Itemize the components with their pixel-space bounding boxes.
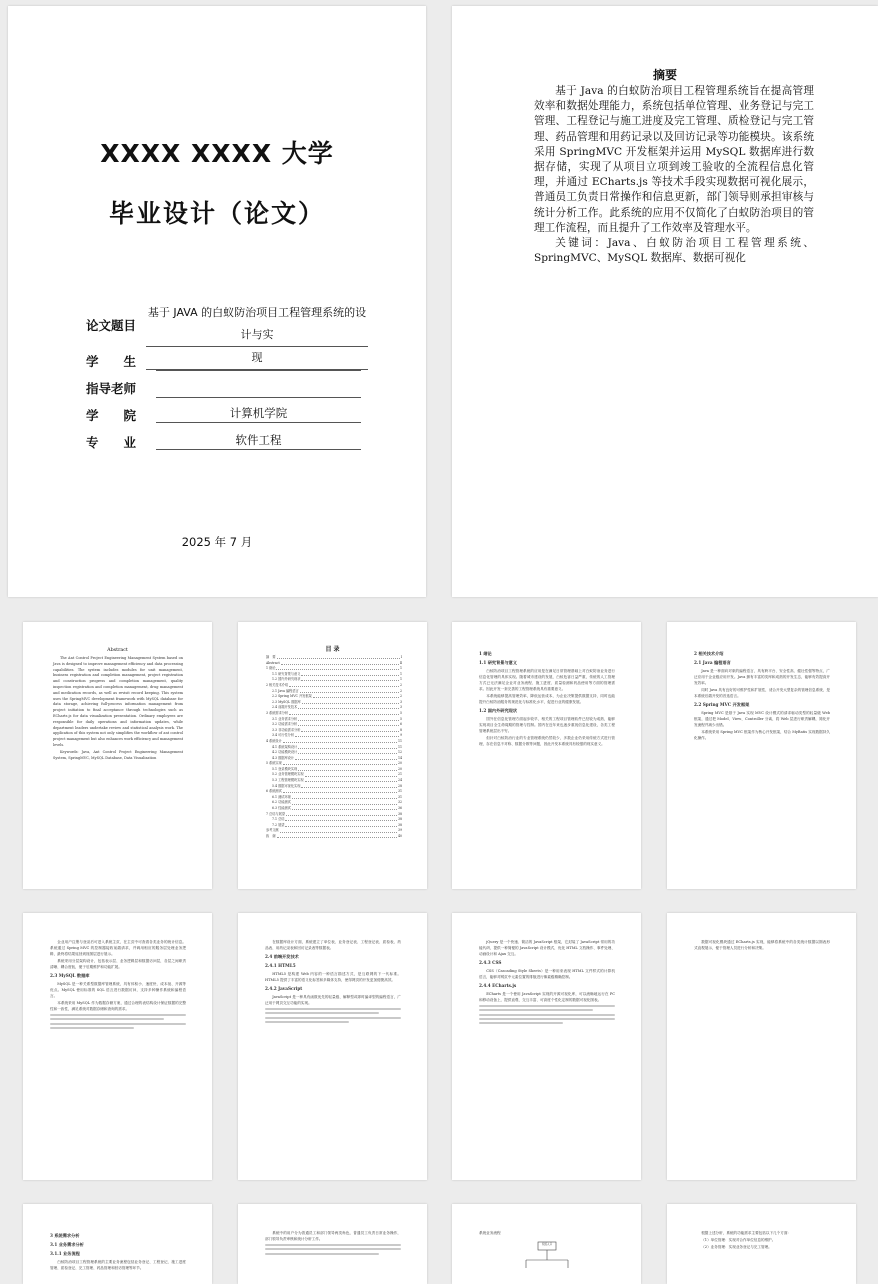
- toc-leader-dots: [301, 728, 399, 732]
- content-page-h-body: [694, 1230, 830, 1251]
- text-line: [50, 1014, 186, 1016]
- toc-entry-title: 7 总结与展望: [266, 811, 285, 816]
- toc-leader-dots: [301, 784, 397, 788]
- cover-label-title: 论文题目: [86, 318, 137, 333]
- toc-leader-dots: [301, 672, 399, 676]
- toc-entry-title: 4.3 数据库设计: [272, 755, 295, 760]
- toc-entry-page: 20: [397, 761, 402, 766]
- toc-list: [266, 655, 402, 840]
- toc-entry-page: 40: [397, 834, 402, 838]
- section-2-3-heading: 2.3 MySQL 数据库: [50, 973, 90, 978]
- toc-leader-dots: [281, 661, 399, 665]
- content-page-c: [452, 913, 641, 1180]
- toc-entry-page: 38: [397, 817, 402, 822]
- toc-entry-page: 14: [397, 755, 402, 760]
- toc-leader-dots: [295, 756, 397, 760]
- text-line: [265, 1248, 401, 1250]
- toc-entry-title: Abstract: [266, 660, 280, 665]
- content-page-d: [667, 913, 856, 1180]
- body-para: 在数据库设计方面，系统建立了单位表、业务登记表、工程登记表、质检表、药品表、用药记录表和回访记录表等数据表。: [265, 940, 401, 950]
- chapter1-para: 本系统能够提高管理效率，降低运营成本，为企业决策提供数据支持，同时也能提升白蚁防治服务的规范化与标准化水平，促进行业的健康发展。: [479, 694, 615, 704]
- content-page-g: [452, 1204, 641, 1284]
- toc-entry-title: 4.2 功能模块设计: [272, 750, 298, 755]
- text-line: [479, 1005, 615, 1007]
- chapter2-para: Java 是一种面向对象的编程语言，具有跨平台、安全性高、健壮性强等特点，广泛应用于企业级应用开发。Java 拥有丰富的类库和成熟的开发生态，能够有效提高开发效率。: [694, 669, 830, 685]
- cover-label-school: 学 院: [86, 408, 137, 423]
- chapter1-para: 白蚁防治项目工程管理系统的应用是在满足日常管理基础上对白蚁防治业务进行信息化管理的具体实现。随着城市建设的发展，白蚁危害日益严重，传统的人工管理方式已无法满足企业对业务流程、施工进度、质量检测和药品使用等方面的管理需求。因此开发一套完善的工程管理系统具有重要意义。: [479, 669, 615, 691]
- body-para: 本系统采用 MySQL 作为数据存储方案，通过合理的表结构设计保证数据的完整性和一致性，满足系统对数据存储和查询的需求。: [50, 1001, 186, 1011]
- chapter1-heading: 1 绪论: [479, 651, 492, 656]
- toc-entry-page: 6: [399, 722, 402, 727]
- cover-page: [8, 6, 426, 597]
- abstract-en-title: Abstract: [107, 648, 128, 653]
- abstract-cn-body: [534, 84, 814, 266]
- text-line: [479, 1018, 615, 1020]
- body-para: JavaScript 是一种具有函数优先的轻量级、解释型或即时编译型的编程语言，广泛用于网页交互功能的实现。: [265, 995, 401, 1005]
- toc-entry-title: 5.4 数据可视化实现: [272, 783, 301, 788]
- content-page-d-body: [694, 939, 830, 952]
- toc-leader-dots: [289, 683, 399, 687]
- cover-university: XXXX XXXX 大学: [100, 139, 334, 168]
- cover-label-student: 学 生: [86, 354, 137, 369]
- toc-leader-dots: [292, 806, 397, 810]
- toc-leader-dots: [305, 778, 397, 782]
- toc-leader-dots: [276, 666, 399, 670]
- body-para: 系统中的用户分为普通员工和部门领导两类角色，普通员工负责日常业务操作，部门领导负责审核和统计分析工作。: [265, 1231, 401, 1241]
- section-2-2-heading: 2.2 Spring MVC 开发框架: [694, 702, 750, 707]
- flow-caption: 系统业务流程: [479, 1231, 501, 1235]
- toc-entry-page: 2: [399, 688, 402, 693]
- content-page-f: [238, 1204, 427, 1284]
- toc-page: [238, 622, 427, 889]
- chapter2-heading: 2 相关技术介绍: [694, 651, 724, 656]
- chapter2-para: Spring MVC 是基于 Java 实现 MVC 设计模式的请求驱动类型的轻量级 Web 框架，通过把 Model、View、Controller 分离，将 Web 层进行职责解耦，简化开发流程并减少出错。: [694, 711, 830, 727]
- text-line: [479, 1009, 593, 1011]
- section-1-1-heading: 1.1 研究背景与意义: [479, 660, 518, 665]
- section-3-1-1-heading: 3.1.1 业务流程: [50, 1251, 80, 1256]
- chapter2-page: [667, 622, 856, 889]
- body-para: 数据可视化模块通过 ECharts.js 实现，能够将系统中的各类统计数据以图表形式直观展示，便于管理人员进行分析和决策。: [694, 940, 830, 950]
- toc-entry-page: Ⅱ: [399, 660, 402, 665]
- toc-entry-page: 20: [397, 766, 402, 771]
- toc-leader-dots: [298, 705, 399, 709]
- cover-thesis-type: 毕业设计（论文）: [108, 199, 325, 228]
- toc-entry-page: 12: [397, 750, 402, 755]
- toc-entry-page: 28: [397, 783, 402, 788]
- toc-entry-page: 36: [397, 806, 402, 811]
- toc-leader-dots: [300, 689, 399, 693]
- toc-entry-page: 31: [397, 794, 402, 799]
- body-para: CSS（Cascading Style Sheets）是一种用来表现 HTML 文件样式的计算机语言，能够对网页中元素位置的排版进行像素级精确控制。: [479, 969, 615, 979]
- toc-title: 目 录: [325, 646, 340, 653]
- content-page-b: [238, 913, 427, 1180]
- content-page-a-body: [50, 939, 186, 1031]
- content-page-a: [23, 913, 212, 1180]
- chapter1-para: 国外在信息化管理方面起步较早，相关的工程项目管理软件已经较为成熟，能够实现项目全生命周期的管理与控制。国内在近年来也逐步重视信息化建设，各类工程管理系统层出不穷。: [479, 717, 615, 733]
- toc-leader-dots: [286, 812, 397, 816]
- chapter2-body: [694, 648, 830, 742]
- toc-leader-dots: [298, 745, 397, 749]
- body-para: 根据上述分析，系统的功能需求主要包括以下几个方面：: [701, 1231, 792, 1235]
- toc-leader-dots: [292, 795, 397, 799]
- text-line: [265, 1253, 379, 1255]
- toc-entry-page: 38: [397, 811, 402, 816]
- toc-entry-title: 6.1 测试环境: [272, 794, 291, 799]
- toc-entry-page: 8: [399, 727, 402, 732]
- text-line: [265, 1017, 401, 1019]
- toc-entry-title: 4.1 系统架构设计: [272, 744, 298, 749]
- content-page-f-body: [265, 1230, 401, 1257]
- text-line: [265, 1244, 401, 1246]
- toc-entry-title: 2.1 Java 编程语言: [272, 688, 299, 693]
- body-para: 系统采用分层架构设计，包括表示层、业务逻辑层和数据访问层，各层之间职责清晰、耦合度低，便于后期维护和功能扩展。: [50, 959, 186, 969]
- cover-major-value: 软件工程: [156, 431, 361, 450]
- body-para: 白蚁防治项目工程管理系统的主要业务流程包括业务登记、工程登记、施工进度管理、质检登记、完工管理、药品管理和回访管理等环节。: [50, 1260, 186, 1270]
- toc-leader-dots: [298, 717, 399, 721]
- cover-title-line2: 现: [146, 347, 368, 370]
- list-item: （1）单位管理：实现对合作单位信息的维护。: [701, 1238, 776, 1242]
- toc-leader-dots: [292, 800, 397, 804]
- toc-entry-title: 摘 要: [266, 655, 276, 659]
- toc-entry-title: 2.3 MySQL 数据库: [272, 699, 301, 704]
- text-line: [50, 1027, 134, 1029]
- toc-entry-title: 7.2 展望: [272, 822, 285, 827]
- toc-entry-page: 11: [397, 738, 402, 743]
- toc-entry-title: 1.2 国内外研究现状: [272, 677, 301, 682]
- toc-entry-title: 5.1 登录模块实现: [272, 766, 298, 771]
- toc-leader-dots: [295, 733, 399, 737]
- toc-entry-title: 2 相关技术介绍: [266, 682, 289, 687]
- cover-title-line1: 基于 JAVA 的白蚁防治项目工程管理系统的设计与实: [146, 302, 368, 347]
- section-2-4-1-heading: 2.4.1 HTML5: [265, 963, 296, 968]
- chapter1-body: [479, 648, 615, 748]
- body-para: ECharts 是一个使用 JavaScript 实现的开源可视化库，可以流畅地运行在 PC 和移动设备上，提供直观、交互丰富、可高度个性化定制的数据可视化图表。: [479, 992, 615, 1002]
- text-line: [479, 1022, 563, 1024]
- toc-entry-title: 参考文献: [266, 828, 279, 833]
- toc-leader-dots: [277, 834, 397, 838]
- toc-entry-title: 1.1 研究背景与意义: [272, 671, 301, 676]
- toc-leader-dots: [283, 761, 397, 765]
- content-page-h: [667, 1204, 856, 1284]
- abstract-en-body: [53, 656, 183, 762]
- toc-entry-page: 3: [399, 699, 402, 704]
- abstract-cn-keywords: 关键词：Java、白蚁防治项目工程管理系统、SpringMVC、MySQL 数据库、数据可视化: [534, 237, 814, 265]
- toc-leader-dots: [280, 828, 397, 832]
- toc-entry-title: 6 系统测试: [266, 789, 282, 794]
- section-3-1-heading: 3.1 业务需求分析: [50, 1242, 84, 1247]
- text-line: [50, 1018, 164, 1020]
- toc-entry-title: 5 系统实现: [266, 761, 282, 766]
- toc-entry-page: 5: [399, 716, 402, 721]
- toc-entry-page: 3: [399, 705, 402, 710]
- section-2-1-heading: 2.1 Java 编程语言: [694, 660, 731, 665]
- toc-leader-dots: [301, 677, 399, 681]
- abstract-en-para: The Ant Control Project Engineering Management System based on Java is designed to improve management efficiency and data processing capabilities. The system includes modules for unit management, business registration and completion management, project registration and construction progress and completion management, quality inspection registration and completion management, drug management and medication records, as well as revisit record keeping. This system uses the SpringMVC development framework with MySQL database for data storage, achieving full-process information management from project initiation to final acceptance through technologies such as ECharts.js for data visualization presentation. Ordinary employees are responsible for daily operations and information updates, while department leaders undertake review and statistical analysis work. The application of this system not only simplifies the workflow of ant control project management but also enhances work efficiency and management levels.: [53, 656, 183, 747]
- list-item: （2）业务管理：实现业务登记与完工管理。: [701, 1245, 772, 1249]
- body-para: HTML5 是构建 Web 内容的一种语言描述方式，是互联网的下一代标准。HTML5 提供了丰富的语义化标签和多媒体支持，使得网页的开发更加便捷高效。: [265, 972, 401, 982]
- toc-entry-page: 24: [397, 778, 402, 783]
- toc-leader-dots: [289, 711, 399, 715]
- toc-leader-dots: [283, 739, 397, 743]
- cover-label-major: 专 业: [86, 435, 137, 450]
- content-page-e: [23, 1204, 212, 1284]
- toc-leader-dots: [283, 789, 397, 793]
- toc-entry-page: 32: [397, 800, 402, 805]
- chapter1-page: [452, 622, 641, 889]
- toc-entry: [266, 834, 402, 840]
- cover-student-value: [156, 352, 361, 371]
- section-2-4-heading: 2.4 前端开发技术: [265, 954, 299, 959]
- toc-entry-title: 6.3 性能测试: [272, 806, 291, 811]
- flowchart-start-label: 系统入口: [541, 1243, 553, 1246]
- toc-entry-title: 2.2 Spring MVC 开发框架: [272, 694, 312, 699]
- toc-leader-dots: [285, 817, 396, 821]
- section-1-2-heading: 1.2 国内外研究现状: [479, 708, 518, 713]
- chapter2-para: 本系统采用 Spring MVC 框架作为核心开发框架，结合 MyBatis 实现数据持久化操作。: [694, 730, 830, 740]
- toc-entry-title: 2.4 前端开发技术: [272, 705, 298, 710]
- toc-entry-title: 3.3 非功能需求分析: [272, 727, 301, 732]
- content-page-b-body: [265, 939, 401, 1025]
- toc-entry-title: 5.2 业务管理模块实现: [272, 772, 304, 777]
- chapter1-para: 但针对白蚁防治行业的专业管理系统仍然较少，多数企业仍采用传统方式进行管理，存在信息不对称、数据分散等问题，因此开发本系统具有较强的现实意义。: [479, 736, 615, 746]
- body-para: MySQL 是一种关系型数据库管理系统，具有体积小、速度快、成本低、开源等优点。MySQL 使用标准的 SQL 语言进行数据访问，支持多种操作系统和编程语言。: [50, 982, 186, 998]
- abstract-cn-page: [452, 6, 878, 597]
- toc-entry-page: Ⅰ: [400, 655, 402, 659]
- text-line: [50, 1023, 186, 1025]
- cover-school-value: 计算机学院: [156, 404, 361, 423]
- toc-leader-dots: [277, 655, 400, 659]
- text-line: [265, 1008, 401, 1010]
- toc-entry-page: 31: [397, 789, 402, 794]
- abstract-en-keywords: Keywords: Java, Ant Control Project Engineering Management System, SpringMVC, MySQL Database, Data Visualization: [53, 749, 183, 760]
- toc-entry-title: 3.1 业务需求分析: [272, 716, 298, 721]
- toc-entry-page: 9: [399, 733, 402, 738]
- toc-entry-title: 7.1 总结: [272, 817, 285, 822]
- toc-leader-dots: [298, 750, 397, 754]
- toc-leader-dots: [305, 772, 397, 776]
- toc-entry-page: 1: [399, 666, 402, 671]
- chapter2-para: 同时 Java 具有良好的可维护性和扩展性，适合开发大型复杂的管理信息系统，是本系统后端开发的首选语言。: [694, 688, 830, 698]
- abstract-cn-para: 基于 Java 的白蚁防治项目工程管理系统旨在提高管理效率和数据处理能力，系统包括单位管理、业务登记与完工管理、工程登记与施工进度及完工管理、质检登记与完工管理、药品管理和用药记录以及回访记录等功能模块。该系统采用 SpringMVC 开发框架并运用 MySQL 数据库进行数据存储，实现了从项目立项到竣工验收的全流程信息化管理，并通过 ECharts.js 等技术手段实现数据可视化展示，普通员工负责日常操作和信息更新，部门领导则承担审核与统计分析工作。此系统的应用不仅简化了白蚁防治项目的管理工作流程，而且提升了工作效率及管理水平。: [534, 85, 814, 234]
- toc-entry-page: 1: [399, 671, 402, 676]
- chapter3-heading: 3 系统需求分析: [50, 1233, 80, 1238]
- toc-entry-title: 4 系统设计: [266, 738, 282, 743]
- text-line: [479, 1014, 615, 1016]
- section-2-4-3-heading: 2.4.3 CSS: [479, 960, 502, 965]
- toc-leader-dots: [285, 823, 396, 827]
- toc-entry-title: 3.4 可行性分析: [272, 733, 295, 738]
- toc-leader-dots: [298, 767, 397, 771]
- toc-entry-page: 1: [399, 677, 402, 682]
- abstract-en-page: [23, 622, 212, 889]
- body-para: 企业用户注册与登录后可进入系统主页，在主页中可查看各类业务的统计信息。系统通过 Spring MVC 的控制器接收前端请求，并调用相应的服务层处理业务逻辑，最终将结果返回到视图层进行展示。: [50, 940, 186, 956]
- cover-advisor-value: [156, 379, 361, 398]
- toc-entry-title: 1 绪论: [266, 666, 276, 671]
- toc-entry-title: 3 系统需求分析: [266, 710, 289, 715]
- content-page-e-body: [50, 1230, 186, 1272]
- toc-entry-page: 5: [399, 710, 402, 715]
- toc-entry-title: 3.2 功能需求分析: [272, 722, 298, 727]
- text-line: [265, 1021, 349, 1023]
- toc-entry-title: 致 谢: [266, 834, 276, 838]
- toc-entry-page: 39: [397, 828, 402, 833]
- body-para: jQuery 是一个快速、简洁的 JavaScript 框架，它封装了 JavaScript 常用的功能代码，提供一种简便的 JavaScript 设计模式，优化 HTML 文档操作、事件处理、动画设计和 Ajax 交互。: [479, 940, 615, 956]
- toc-entry-title: 5.3 工程管理模块实现: [272, 778, 304, 783]
- cover-date: 2025 年 7 月: [181, 535, 253, 549]
- section-2-4-2-heading: 2.4.2 JavaScript: [265, 986, 303, 991]
- toc-entry-page: 2: [399, 682, 402, 687]
- abstract-cn-title: 摘要: [652, 68, 677, 82]
- section-2-4-4-heading: 2.4.4 ECharts.js: [479, 983, 517, 988]
- toc-entry-page: 2: [399, 694, 402, 699]
- toc-leader-dots: [313, 694, 399, 698]
- text-line: [265, 1012, 379, 1014]
- toc-leader-dots: [298, 722, 399, 726]
- toc-entry-page: 38: [397, 822, 402, 827]
- toc-entry-title: 6.2 功能测试: [272, 800, 291, 805]
- toc-leader-dots: [302, 700, 399, 704]
- toc-entry-page: 21: [397, 772, 402, 777]
- toc-entry-page: 11: [397, 744, 402, 749]
- cover-label-advisor: 指导老师: [86, 381, 137, 396]
- content-page-c-body: [479, 939, 615, 1026]
